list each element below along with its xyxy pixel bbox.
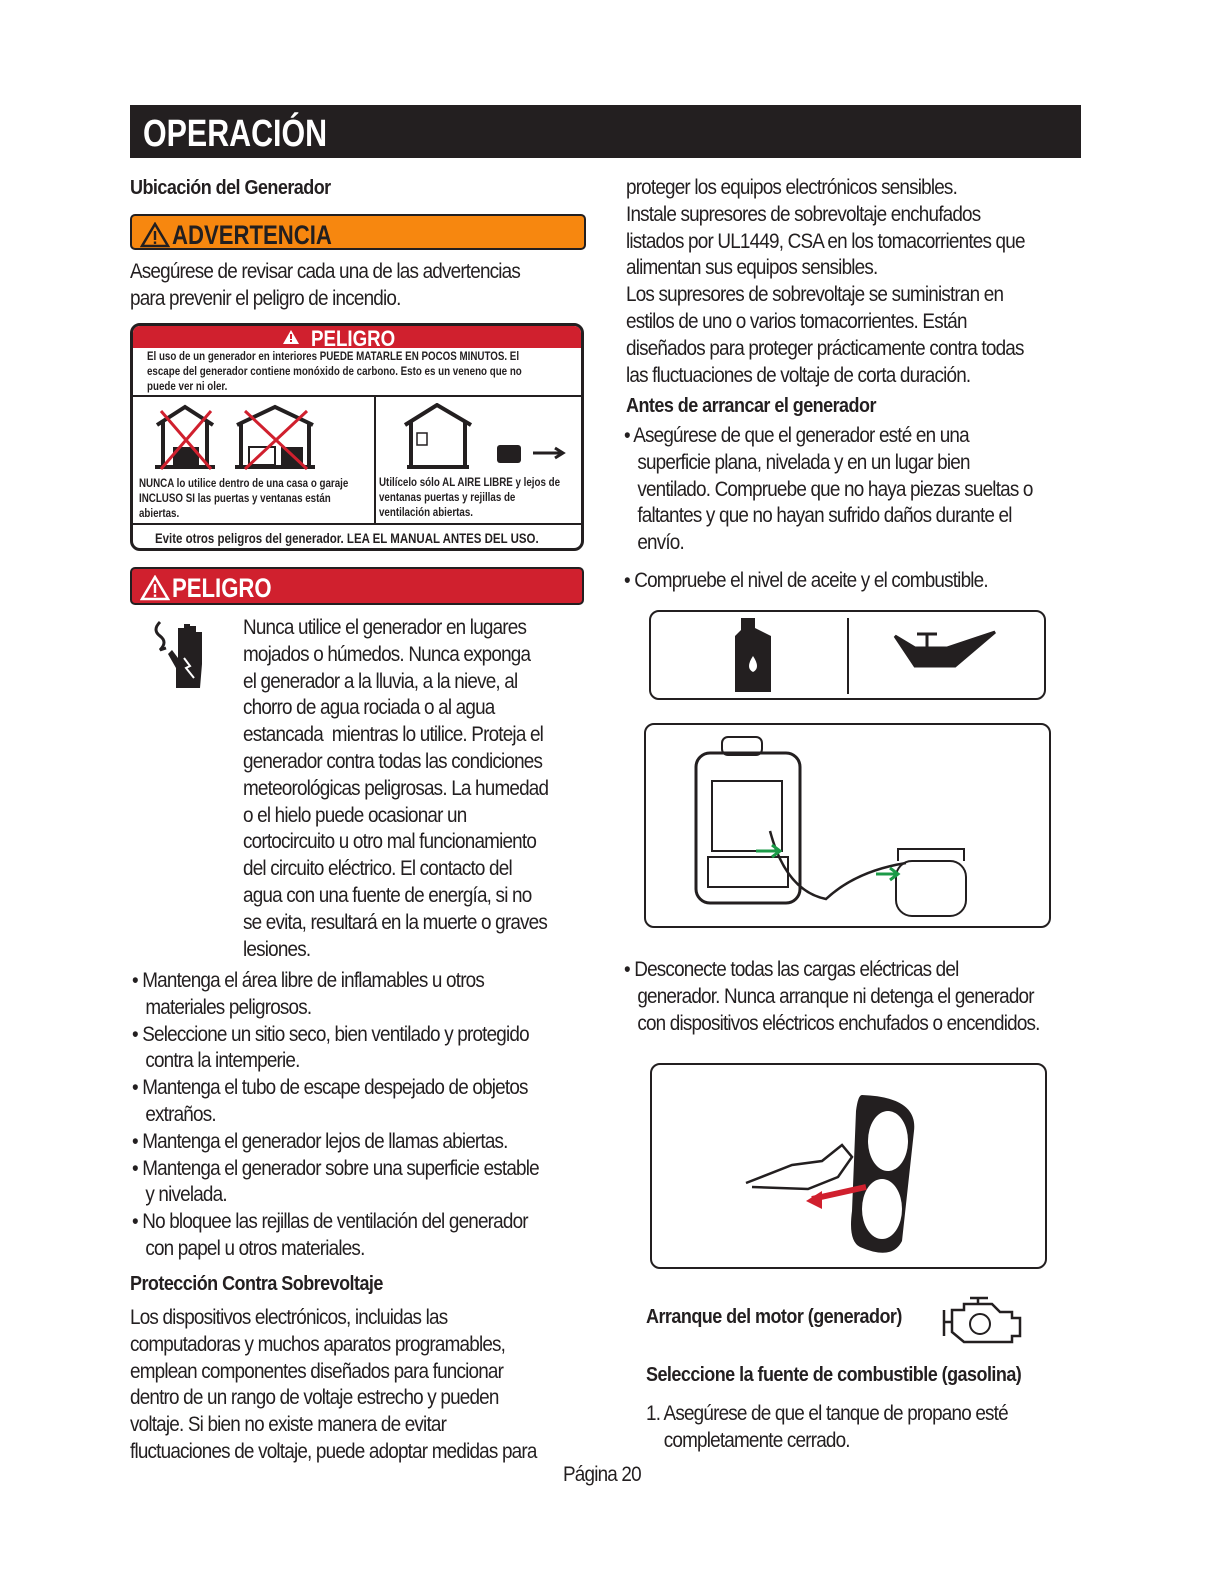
text-line: contra la intemperie.	[132, 1049, 300, 1073]
warning-triangle-icon	[140, 222, 170, 248]
text-line: lesiones.	[243, 937, 311, 961]
peligro-safety-label	[130, 323, 584, 551]
text-line: • Compruebe el nivel de aceite y el combustible.	[624, 569, 988, 592]
label-never-indoors	[139, 477, 385, 522]
text-line: • Mantenga el generador sobre una superficie estable	[132, 1156, 539, 1180]
heading-antes: Antes de arrancar el generador	[626, 395, 876, 417]
text-line: materiales peligrosos.	[132, 995, 312, 1019]
text-line: • Mantenga el generador lejos de llamas abiertas.	[132, 1129, 508, 1153]
text-line: • Mantenga el tubo de escape despejado de objetos	[132, 1076, 528, 1100]
electric-shock-hand-icon	[150, 618, 214, 690]
text-line: • Desconecte todas las cargas eléctricas del	[624, 958, 959, 981]
text-line: • No bloquee las rejillas de ventilación del generador	[132, 1210, 528, 1234]
text-line: Nunca utilice el generador en lugares	[243, 616, 527, 639]
text-line: con dispositivos eléctricos enchufados o encendidos.	[624, 1011, 1040, 1035]
advertencia-text	[130, 259, 563, 313]
text-line: superficie plana, nivelada y en un lugar bien	[624, 450, 970, 474]
antes-bullets	[624, 423, 1078, 557]
text-line: del circuito eléctrico. El contacto del	[243, 857, 512, 881]
text-line: proteger los equipos electrónicos sensibles.	[626, 176, 958, 199]
text-line: • Seleccione un sitio seco, bien ventilado y protegido	[132, 1022, 529, 1046]
text-line: • Mantenga el área libre de inflamables u otros	[132, 969, 485, 992]
advertencia-bar	[130, 214, 586, 250]
text-line: y nivelada.	[132, 1183, 227, 1207]
text-line: El uso de un generador en interiores PUEDE MATARLE EN POCOS MINUTOS. El	[147, 351, 520, 363]
label-title: PELIGRO	[311, 326, 396, 351]
label-intro	[147, 350, 584, 395]
text-line: voltaje. Si bien no existe manera de evitar	[130, 1413, 447, 1437]
text-line: • Asegúrese de que el generador esté en una	[624, 424, 969, 447]
propane-connection-illustration	[644, 723, 1051, 928]
heading-ubicacion: Ubicación del Generador	[130, 177, 331, 199]
advertencia-label: ADVERTENCIA	[172, 220, 332, 250]
warning-triangle-icon	[283, 330, 299, 344]
text-line: ventanas puertas y rejillas de	[379, 492, 516, 504]
outdoor-use-icon	[403, 403, 573, 473]
heading-arranque: Arranque del motor (generador)	[646, 1306, 902, 1328]
text-line: generador contra todas las condiciones	[243, 749, 543, 773]
step-1	[646, 1401, 1048, 1455]
text-line: Instale supresores de sobrevoltaje enchufados	[626, 202, 981, 226]
text-line: diseñados para proteger prácticamente contra todas	[626, 336, 1024, 360]
peligro-label: PELIGRO	[172, 573, 272, 603]
label-footer: Evite otros peligros del generador. LEA EL MANUAL ANTES DEL USO.	[155, 531, 539, 546]
label-outdoors-only	[379, 476, 584, 521]
engine-icon	[940, 1296, 1024, 1348]
generator-propane-icon	[686, 731, 986, 921]
location-bullets	[132, 968, 584, 1263]
text-line: o el hielo puede ocasionar un	[243, 803, 467, 827]
oil-bottle-icon	[731, 616, 775, 694]
text-line: las fluctuaciones de voltaje de corta duración.	[626, 363, 971, 387]
text-line: ventilación abiertas.	[379, 507, 473, 519]
section-title: OPERACIÓN	[143, 113, 328, 155]
text-line: fluctuaciones de voltaje, puede adoptar medidas para	[130, 1439, 537, 1463]
text-line: ventilado. Compruebe que no haya piezas sueltas o	[624, 477, 1033, 501]
section-banner	[130, 105, 1081, 158]
outlet-unplug-icon	[742, 1091, 922, 1256]
surge-text	[626, 175, 1069, 389]
text-line: se evita, resultará en la muerte o graves	[243, 910, 548, 934]
text-line: Utilícelo sólo AL AIRE LIBRE y lejos de	[379, 477, 561, 489]
text-line: Los supresores de sobrevoltaje se suministran en	[626, 283, 1004, 307]
text-line: listados por UL1449, CSA en los tomacorrientes que	[626, 229, 1025, 253]
text-line: abiertas.	[139, 508, 180, 520]
text-line: NUNCA lo utilice dentro de una casa o garaje	[139, 478, 349, 490]
aceite-bullet	[624, 568, 1028, 595]
text-line: Asegúrese de revisar cada una de las advertencias	[130, 260, 521, 283]
oil-fuel-illustration	[649, 610, 1046, 700]
text-line: extraños.	[132, 1102, 216, 1126]
label-header	[133, 326, 581, 351]
text-line: envío.	[624, 531, 684, 555]
heading-proteccion: Protección Contra Sobrevoltaje	[130, 1273, 383, 1295]
text-line: para prevenir el peligro de incendio.	[130, 286, 401, 310]
page-number: Página 20	[563, 1463, 641, 1486]
unplug-illustration	[650, 1063, 1047, 1269]
text-line: meteorológicas peligrosas. La humedad	[243, 776, 549, 800]
text-line: dentro de un rango de voltaje estrecho y pueden	[130, 1386, 499, 1410]
text-line: con papel u otros materiales.	[132, 1236, 365, 1260]
peligro-text	[243, 615, 582, 963]
text-line: estancada mientras lo utilice. Proteja el	[243, 723, 544, 747]
text-line: completamente cerrado.	[646, 1428, 850, 1452]
text-line: Los dispositivos electrónicos, incluidas las	[130, 1306, 448, 1329]
text-line: 1. Asegúrese de que el tanque de propano esté	[646, 1402, 1008, 1425]
text-line: computadoras y muchos aparatos programables,	[130, 1332, 506, 1356]
text-line: chorro de agua rociada o al agua	[243, 696, 495, 720]
text-line: generador. Nunca arranque ni detenga el generador	[624, 984, 1034, 1008]
text-line: emplean componentes diseñados para funcionar	[130, 1359, 504, 1383]
text-line: cortocircuito u otro mal funcionamiento	[243, 830, 537, 854]
text-line: escape del generador contiene monóxido de carbono. Esto es un veneno que no	[147, 366, 522, 378]
proteccion-text	[130, 1305, 582, 1466]
text-line: el generador a la lluvia, a la nieve, al	[243, 669, 518, 693]
text-line: INCLUSO SI las puertas y ventanas están	[139, 493, 331, 505]
text-line: alimentan sus equipos sensibles.	[626, 256, 878, 280]
text-line: faltantes y que no hayan sufrido daños durante el	[624, 504, 1012, 528]
heading-fuente: Seleccione la fuente de combustible (gasolina)	[646, 1364, 1022, 1386]
text-line: agua con una fuente de energía, si no	[243, 883, 532, 907]
peligro-bar	[130, 567, 584, 605]
no-indoor-use-icon	[153, 403, 353, 473]
oil-can-icon	[891, 626, 1001, 676]
desconecte-bullets	[624, 957, 1086, 1037]
text-line: puede ver ni oler.	[147, 381, 228, 393]
text-line: mojados o húmedos. Nunca exponga	[243, 642, 531, 666]
text-line: estilos de uno o varios tomacorrientes. Están	[626, 309, 967, 333]
warning-triangle-icon	[140, 575, 170, 601]
